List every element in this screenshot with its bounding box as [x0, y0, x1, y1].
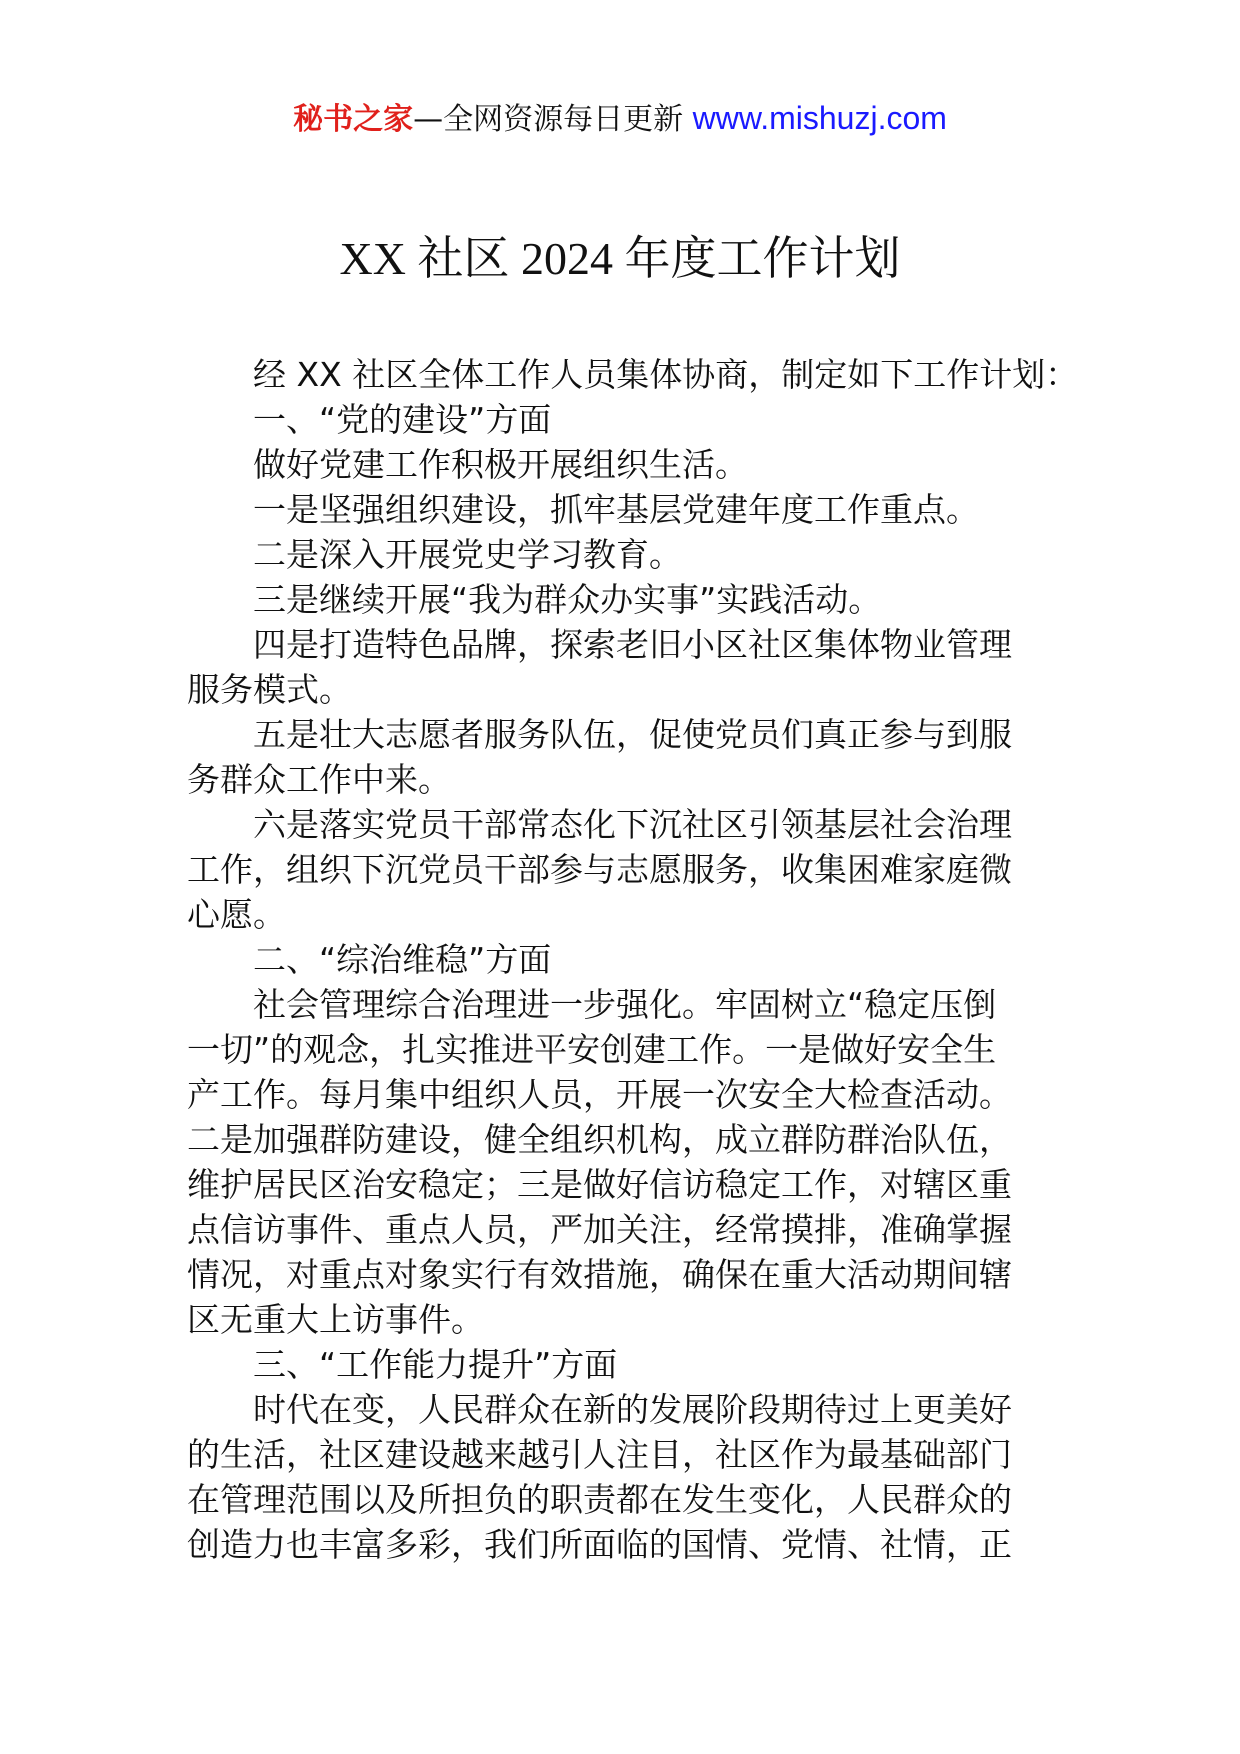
document-title: XX 社区 2024 年度工作计划	[339, 233, 901, 284]
paragraph-intro	[187, 352, 1079, 397]
section-heading-stability	[187, 937, 1057, 982]
text-line: 二是加强群防建设，健全组织机构，成立群防群治队伍，	[187, 1120, 1012, 1159]
text-line: 维护居民区治安稳定；三是做好信访稳定工作，对辖区重	[187, 1165, 1012, 1204]
section-heading-capability	[187, 1342, 1057, 1387]
text-line: 五是壮大志愿者服务队伍，促使党员们真正参与到服	[253, 715, 1012, 754]
text-line: 三是继续开展“我为群众办实事”实践活动。	[253, 580, 882, 619]
paragraph-item-four	[187, 622, 1057, 712]
document-body	[187, 352, 1079, 1567]
text-line: 经 XX 社区全体工作人员集体协商，制定如下工作计划：	[253, 355, 1079, 394]
site-header	[0, 98, 1240, 140]
section-heading-party-building	[187, 397, 1057, 442]
text-line: 情况，对重点对象实行有效措施，确保在重大活动期间辖	[187, 1255, 1012, 1294]
text-line: 二、“综治维稳”方面	[253, 940, 552, 979]
site-slogan: —全网资源每日更新	[413, 102, 684, 137]
paragraph-item-six	[187, 802, 1057, 937]
text-line: 创造力也丰富多彩，我们所面临的国情、党情、社情，正	[187, 1525, 1012, 1564]
text-line: 服务模式。	[187, 670, 352, 709]
paragraph-item-two	[187, 532, 1057, 577]
text-line: 社会管理综合治理进一步强化。牢固树立“稳定压倒	[253, 985, 997, 1024]
paragraph-capability	[187, 1387, 1057, 1567]
paragraph-item-three	[187, 577, 1057, 622]
site-url-link[interactable]: www.mishuzj.com	[692, 100, 947, 136]
text-line: 六是落实党员干部常态化下沉社区引领基层社会治理	[253, 805, 1012, 844]
paragraph-stability	[187, 982, 1057, 1342]
text-line: 产工作。每月集中组织人员，开展一次安全大检查活动。	[187, 1075, 1012, 1114]
text-line: 区无重大上访事件。	[187, 1300, 484, 1339]
text-line: 三、“工作能力提升”方面	[253, 1345, 618, 1384]
text-line: 务群众工作中来。	[187, 760, 451, 799]
text-line: 在管理范围以及所担负的职责都在发生变化，人民群众的	[187, 1480, 1012, 1519]
text-line: 四是打造特色品牌，探索老旧小区社区集体物业管理	[253, 625, 1012, 664]
site-brand: 秘书之家	[293, 102, 414, 137]
text-line: 点信访事件、重点人员，严加关注，经常摸排，准确掌握	[187, 1210, 1012, 1249]
paragraph-party-summary	[187, 442, 1057, 487]
text-line: 做好党建工作积极开展组织生活。	[253, 445, 748, 484]
text-line: 一切”的观念，扎实推进平安创建工作。一是做好安全生	[187, 1030, 997, 1069]
text-line: 一、“党的建设”方面	[253, 400, 552, 439]
text-line: 时代在变，人民群众在新的发展阶段期待过上更美好	[253, 1390, 1012, 1429]
text-line: 工作，组织下沉党员干部参与志愿服务，收集困难家庭微	[187, 850, 1012, 889]
text-line: 的生活，社区建设越来越引人注目，社区作为最基础部门	[187, 1435, 1012, 1474]
text-line: 二是深入开展党史学习教育。	[253, 535, 682, 574]
text-line: 一是坚强组织建设，抓牢基层党建年度工作重点。	[253, 490, 979, 529]
text-line: 心愿。	[187, 895, 286, 934]
paragraph-item-one	[187, 487, 1057, 532]
paragraph-item-five	[187, 712, 1057, 802]
